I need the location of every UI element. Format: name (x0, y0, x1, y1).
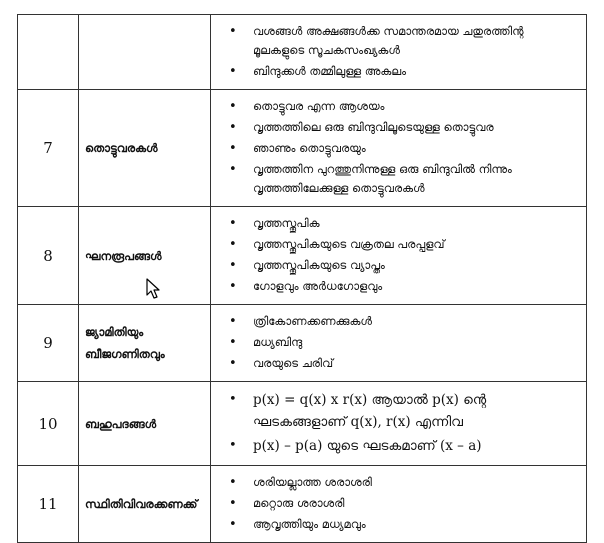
subtopics-cell (211, 305, 587, 382)
subtopic-item: • വരയുടെ ചരിവ് (229, 354, 578, 373)
subtopic-item: • വൃത്തത്തിലെ ഒരു ബിന്ദുവിലൂടെയുള്ള തൊട്ടുവര (229, 118, 578, 137)
unit-title: തൊട്ടുവരകൾ (79, 90, 211, 207)
subtopic-item: • മധ്യബിന്ദു (229, 333, 578, 352)
subtopic-item: • വൃത്തസ്തൂപികയുടെ വക്രതല പരപ്പളവ് (229, 235, 578, 254)
subtopics-cell (211, 207, 587, 305)
unit-number: 11 (18, 466, 79, 543)
syllabus-table (17, 14, 587, 543)
subtopic-item: • ത്രികോണക്കണക്കുകൾ (229, 312, 578, 331)
unit-title: സ്ഥിതിവിവരക്കണക്ക് (79, 466, 211, 543)
subtopic-item: • തൊട്ടുവര എന്ന ആശയം (229, 97, 578, 116)
subtopic-list (229, 214, 578, 296)
subtopics-cell (211, 382, 587, 466)
subtopic-list (229, 389, 578, 457)
subtopic-item: • ആവൃത്തിയും മധ്യമവും (229, 515, 578, 534)
subtopic-item: • വൃത്തസ്തൂപികയുടെ വ്യാപ്തം (229, 256, 578, 275)
subtopic-item: • വൃത്തത്തിന പുറത്തുനിന്നുള്ള ഒരു ബിന്ദുവിൽ നിന്നും വൃത്തത്തിലേക്കുള്ള തൊട്ടുവരകൾ (229, 160, 578, 198)
subtopic-item: • മറ്റൊരു ശരാശരി (229, 494, 578, 513)
unit-title (79, 15, 211, 90)
subtopics-cell (211, 466, 587, 543)
table-row (18, 90, 587, 207)
unit-title: ജ്യാമിതിയും ബീജഗണിതവും (79, 305, 211, 382)
unit-title: ബഹുപദങ്ങൾ (79, 382, 211, 466)
subtopic-list (229, 312, 578, 373)
subtopic-item: • ഞാണും തൊട്ടുവരയും (229, 139, 578, 158)
table-row (18, 15, 587, 90)
subtopic-item: • ബിന്ദുക്കൾ തമ്മിലുള്ള അകലം (229, 62, 578, 81)
subtopic-list (229, 97, 578, 198)
table-row (18, 466, 587, 543)
unit-number (18, 15, 79, 90)
subtopic-item: • p(x) = q(x) x r(x) ആയാൽ p(x) ന്റെ ഘടകങ്ങളാണ് q(x), r(x) എന്നിവ (229, 389, 578, 433)
table-row (18, 207, 587, 305)
subtopic-item: • ഗോളവും അർധഗോളവും (229, 277, 578, 296)
subtopic-list (229, 473, 578, 534)
subtopic-list (229, 22, 578, 81)
unit-number: 9 (18, 305, 79, 382)
subtopic-item: • വശങ്ങൾ അക്ഷങ്ങൾക്ക സമാന്തരമായ ചതുരത്തിന്റ മൂലകളുടെ സൂചകസംഖ്യകൾ (229, 22, 578, 60)
subtopic-item: • p(x) – p(a) യുടെ ഘടകമാണ് (x – a) (229, 435, 578, 457)
unit-title: ഘനരൂപങ്ങൾ (79, 207, 211, 305)
unit-number: 8 (18, 207, 79, 305)
unit-number: 7 (18, 90, 79, 207)
mouse-pointer-icon (146, 278, 162, 300)
subtopic-item: • ശരിയല്ലാത്ത ശരാശരി (229, 473, 578, 492)
subtopics-cell (211, 15, 587, 90)
table-row (18, 305, 587, 382)
unit-number: 10 (18, 382, 79, 466)
subtopics-cell (211, 90, 587, 207)
subtopic-item: • വൃത്തസ്തൂപിക (229, 214, 578, 233)
table-row (18, 382, 587, 466)
